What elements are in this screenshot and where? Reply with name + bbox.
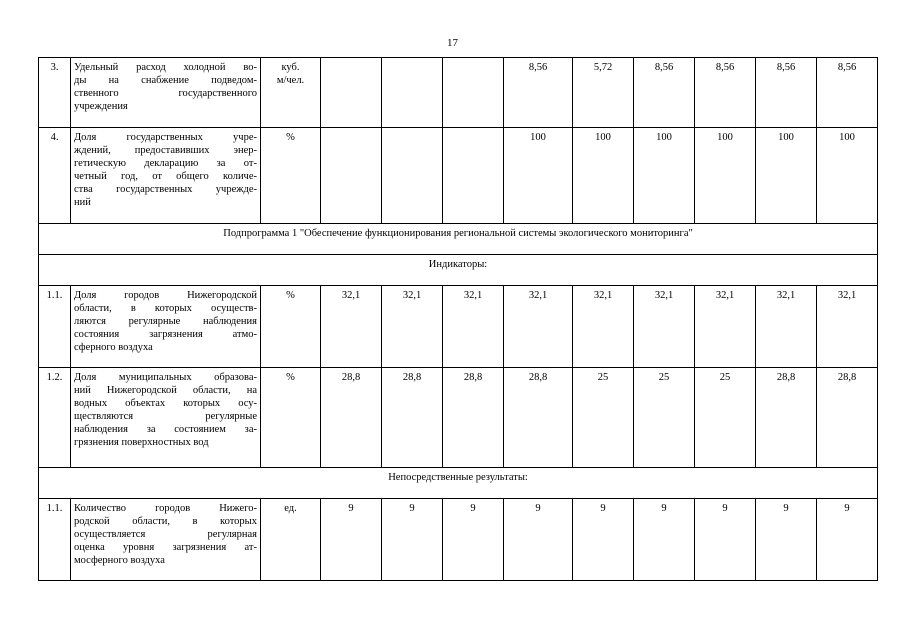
value-cell: 9 [504,499,573,581]
page-number: 17 [447,37,458,49]
value-cell: 28,8 [443,368,504,468]
row-number: 1.2. [39,368,71,468]
indicator-name [71,286,261,368]
unit-line: куб. [281,62,300,73]
indicator-table [38,57,878,581]
indicator-name [71,499,261,581]
indicator-name-line: состояния загрязнения атмо- [74,329,257,340]
value-cell: 8,56 [756,58,817,128]
indicator-name-line: ждений, предоставивших энер- [74,145,257,156]
table-body [39,58,878,581]
value-cell: 100 [817,128,878,224]
unit [261,58,321,128]
unit-line: ед. [284,503,297,514]
value-cell: 100 [634,128,695,224]
indicator-name-line: оценка уровня загрязнения ат- [74,542,257,553]
row-number: 1.1. [39,286,71,368]
indicator-name-line: ства государственных учрежде- [74,184,257,195]
value-cell: 8,56 [634,58,695,128]
value-cell: 28,8 [382,368,443,468]
unit [261,368,321,468]
value-cell: 100 [756,128,817,224]
value-cell: 25 [695,368,756,468]
indicator-name [71,128,261,224]
table-row [39,499,878,581]
section-row [39,255,878,286]
value-cell: 9 [817,499,878,581]
value-cell: 25 [634,368,695,468]
indicator-name-line: мосферного воздуха [74,555,165,566]
value-cell: 9 [382,499,443,581]
section-heading: Индикаторы: [39,255,878,286]
value-cell: 100 [573,128,634,224]
indicator-name-line: учреждения [74,101,128,112]
unit-line: м/чел. [276,75,305,86]
unit [261,128,321,224]
value-cell [321,58,382,128]
section-row [39,468,878,499]
value-cell: 32,1 [443,286,504,368]
indicator-name-line: наблюдения за состоянием за- [74,424,257,435]
unit-line: % [286,132,295,143]
unit-line: % [286,372,295,383]
indicator-name-line: водных объектах которых осу- [74,398,257,409]
value-cell [382,128,443,224]
value-cell: 32,1 [573,286,634,368]
value-cell: 32,1 [756,286,817,368]
value-cell: 9 [321,499,382,581]
value-cell: 8,56 [504,58,573,128]
value-cell: 28,8 [756,368,817,468]
value-cell: 28,8 [817,368,878,468]
value-cell: 28,8 [504,368,573,468]
value-cell: 9 [443,499,504,581]
value-cell [382,58,443,128]
indicator-name-line: ственного государственного [74,88,257,99]
indicator-name-line: ществляются регулярные [74,411,257,422]
value-cell: 28,8 [321,368,382,468]
indicator-name-line: Количество городов Нижего- [74,503,257,514]
indicator-name-line: гетическую декларацию за от- [74,158,257,169]
indicator-name-line: Доля муниципальных образова- [74,372,257,383]
row-number: 4. [39,128,71,224]
value-cell: 8,56 [817,58,878,128]
section-heading: Подпрограмма 1 "Обеспечение функционирования региональной системы экологического мониторинга" [39,224,878,255]
value-cell: 9 [573,499,634,581]
table-row [39,368,878,468]
value-cell: 9 [756,499,817,581]
value-cell [443,128,504,224]
unit [261,499,321,581]
value-cell: 32,1 [321,286,382,368]
row-number: 3. [39,58,71,128]
indicator-name-line: четный год, от общего количе- [74,171,257,182]
indicator-name-line: Удельный расход холодной во- [74,62,257,73]
indicator-name-line: осуществляется регулярная [74,529,257,540]
value-cell: 9 [634,499,695,581]
indicator-name-line: ды на снабжение подведом- [74,75,257,86]
value-cell: 32,1 [695,286,756,368]
indicator-name-line: области, в которых осуществ- [74,303,257,314]
value-cell: 32,1 [382,286,443,368]
table-row [39,58,878,128]
value-cell: 32,1 [504,286,573,368]
unit [261,286,321,368]
value-cell: 100 [695,128,756,224]
value-cell [443,58,504,128]
indicator-name-line: ний [74,197,91,208]
table-row [39,128,878,224]
value-cell: 100 [504,128,573,224]
indicator-name-line: Доля городов Нижегородской [74,290,257,301]
value-cell: 25 [573,368,634,468]
indicator-name-line: Доля государственных учре- [74,132,257,143]
row-number: 1.1. [39,499,71,581]
indicator-name [71,368,261,468]
indicator-name-line: сферного воздуха [74,342,153,353]
value-cell: 32,1 [634,286,695,368]
value-cell: 9 [695,499,756,581]
indicator-name-line: ний Нижегородской области, на [74,385,257,396]
value-cell: 32,1 [817,286,878,368]
value-cell [321,128,382,224]
section-heading: Непосредственные результаты: [39,468,878,499]
indicator-name [71,58,261,128]
table-row [39,286,878,368]
indicator-name-line: грязнения поверхностных вод [74,437,209,448]
section-row [39,224,878,255]
value-cell: 8,56 [695,58,756,128]
unit-line: % [286,290,295,301]
indicator-name-line: ляются регулярные наблюдения [74,316,257,327]
value-cell: 5,72 [573,58,634,128]
indicator-name-line: родской области, в которых [74,516,257,527]
